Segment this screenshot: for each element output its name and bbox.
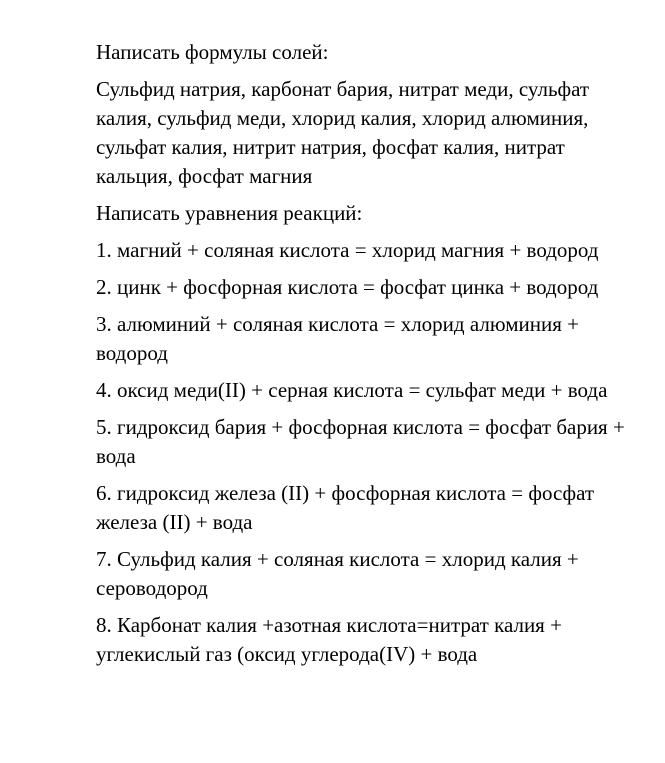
reactions-list xyxy=(96,236,626,669)
reaction-item-3: 3. алюминий + соляная кислота = хлорид алюминия + водород xyxy=(96,312,579,365)
reaction-item-7: 7. Сульфид калия + соляная кислота = хлорид калия + сероводород xyxy=(96,547,579,600)
reaction-item-1: 1. магний + соляная кислота = хлорид магния + водород xyxy=(96,238,599,262)
reaction-item-2: 2. цинк + фосфорная кислота = фосфат цинка + водород xyxy=(96,275,599,299)
reactions-heading: Написать уравнения реакций: xyxy=(96,201,363,225)
reaction-item-6: 6. гидроксид железа (II) + фосфорная кислота = фосфат железа (II) + вода xyxy=(96,481,595,534)
document-body xyxy=(96,38,626,677)
salts-list-text: Сульфид натрия, карбонат бария, нитрат меди, сульфат калия, сульфид меди, хлорид калия, хлорид алюминия, сульфат калия, нитрит натрия, фосфат калия, нитрат кальция, фосфат магния xyxy=(96,77,590,188)
salts-heading: Написать формулы солей: xyxy=(96,40,329,64)
reaction-item-5: 5. гидроксид бария + фосфорная кислота = фосфат бария + вода xyxy=(96,415,625,468)
reaction-item-8: 8. Карбонат калия +азотная кислота=нитрат калия + углекислый газ (оксид углерода(IV) + вода xyxy=(96,613,562,666)
reaction-item-4: 4. оксид меди(II) + серная кислота = сульфат меди + вода xyxy=(96,378,608,402)
